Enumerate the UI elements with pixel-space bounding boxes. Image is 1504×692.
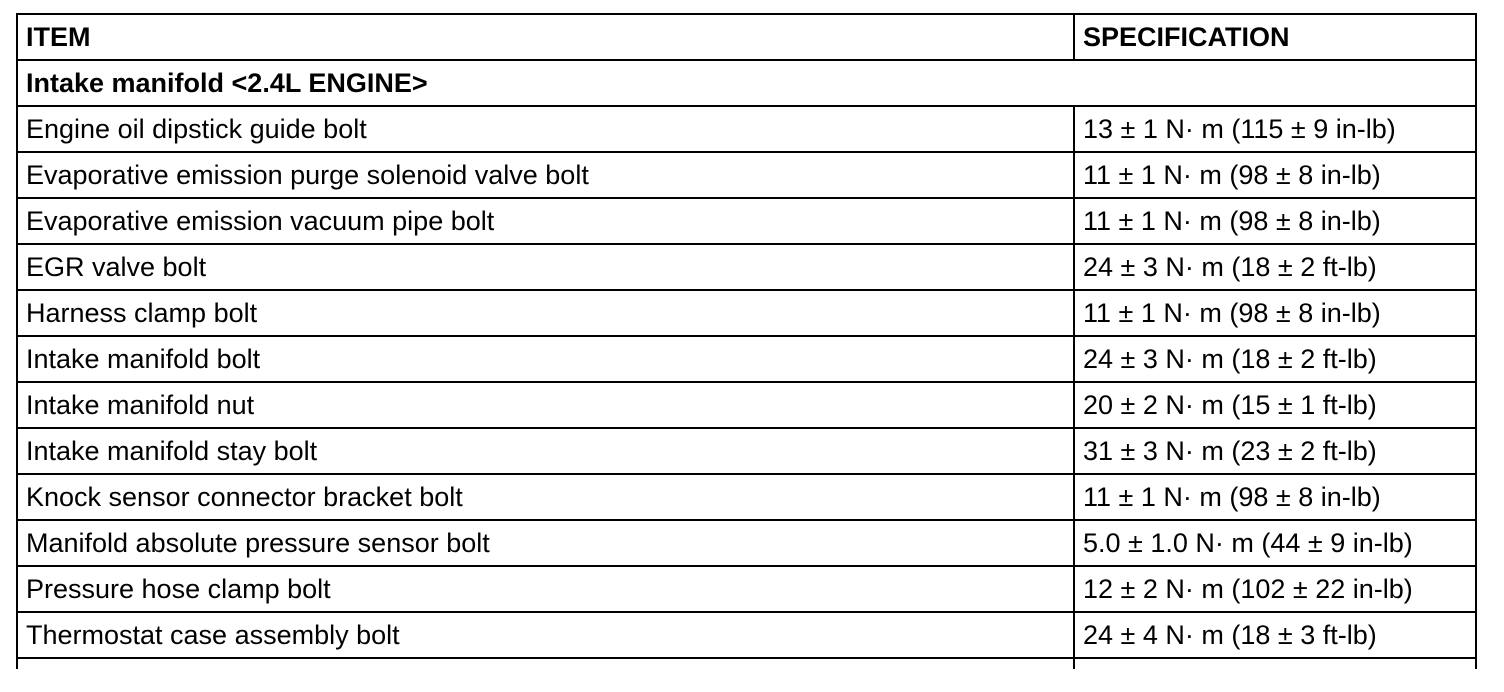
spec-cell: 11 ± 1 N· m (98 ± 8 in-lb) bbox=[1074, 474, 1476, 520]
item-cell: Evaporative emission vacuum pipe bolt bbox=[17, 198, 1074, 244]
spec-cell: 24 ± 4 N· m (18 ± 3 ft-lb) bbox=[1074, 612, 1476, 658]
table-body bbox=[17, 14, 1476, 669]
table-row bbox=[17, 152, 1476, 198]
table-row bbox=[17, 428, 1476, 474]
specification-table bbox=[16, 13, 1477, 669]
spec-cell: 24 ± 3 N· m (18 ± 2 ft-lb) bbox=[1074, 244, 1476, 290]
item-cell: EGR valve bolt bbox=[17, 244, 1074, 290]
spec-cell: 11 ± 1 N· m (98 ± 8 in-lb) bbox=[1074, 198, 1476, 244]
table-row bbox=[17, 520, 1476, 566]
spec-cell: 13 ± 1 N· m (115 ± 9 in-lb) bbox=[1074, 106, 1476, 152]
table-row bbox=[17, 198, 1476, 244]
header-row bbox=[17, 14, 1476, 60]
spec-cell: 24 ± 3 N· m (18 ± 2 ft-lb) bbox=[1074, 336, 1476, 382]
table-row bbox=[17, 612, 1476, 658]
item-cell: Thermostat case assembly bolt bbox=[17, 612, 1074, 658]
continuation-cell bbox=[1074, 658, 1476, 669]
item-cell: Engine oil dipstick guide bolt bbox=[17, 106, 1074, 152]
table-row-continuation bbox=[17, 658, 1476, 669]
section-row bbox=[17, 60, 1476, 106]
spec-cell: 20 ± 2 N· m (15 ± 1 ft-lb) bbox=[1074, 382, 1476, 428]
spec-cell: 11 ± 1 N· m (98 ± 8 in-lb) bbox=[1074, 152, 1476, 198]
item-cell: Intake manifold stay bolt bbox=[17, 428, 1074, 474]
spec-cell: 31 ± 3 N· m (23 ± 2 ft-lb) bbox=[1074, 428, 1476, 474]
table-row bbox=[17, 566, 1476, 612]
header-item: ITEM bbox=[17, 14, 1074, 60]
table-row bbox=[17, 382, 1476, 428]
table-row bbox=[17, 474, 1476, 520]
table-row bbox=[17, 336, 1476, 382]
item-cell: Manifold absolute pressure sensor bolt bbox=[17, 520, 1074, 566]
continuation-cell bbox=[17, 658, 1074, 669]
spec-cell: 5.0 ± 1.0 N· m (44 ± 9 in-lb) bbox=[1074, 520, 1476, 566]
item-cell: Intake manifold bolt bbox=[17, 336, 1074, 382]
item-cell: Pressure hose clamp bolt bbox=[17, 566, 1074, 612]
item-cell: Evaporative emission purge solenoid valve bolt bbox=[17, 152, 1074, 198]
section-title: Intake manifold <2.4L ENGINE> bbox=[17, 60, 1476, 106]
spec-cell: 11 ± 1 N· m (98 ± 8 in-lb) bbox=[1074, 290, 1476, 336]
table-row bbox=[17, 244, 1476, 290]
item-cell: Knock sensor connector bracket bolt bbox=[17, 474, 1074, 520]
table-row bbox=[17, 290, 1476, 336]
item-cell: Intake manifold nut bbox=[17, 382, 1074, 428]
header-specification: SPECIFICATION bbox=[1074, 14, 1476, 60]
spec-cell: 12 ± 2 N· m (102 ± 22 in-lb) bbox=[1074, 566, 1476, 612]
table-row bbox=[17, 106, 1476, 152]
item-cell: Harness clamp bolt bbox=[17, 290, 1074, 336]
